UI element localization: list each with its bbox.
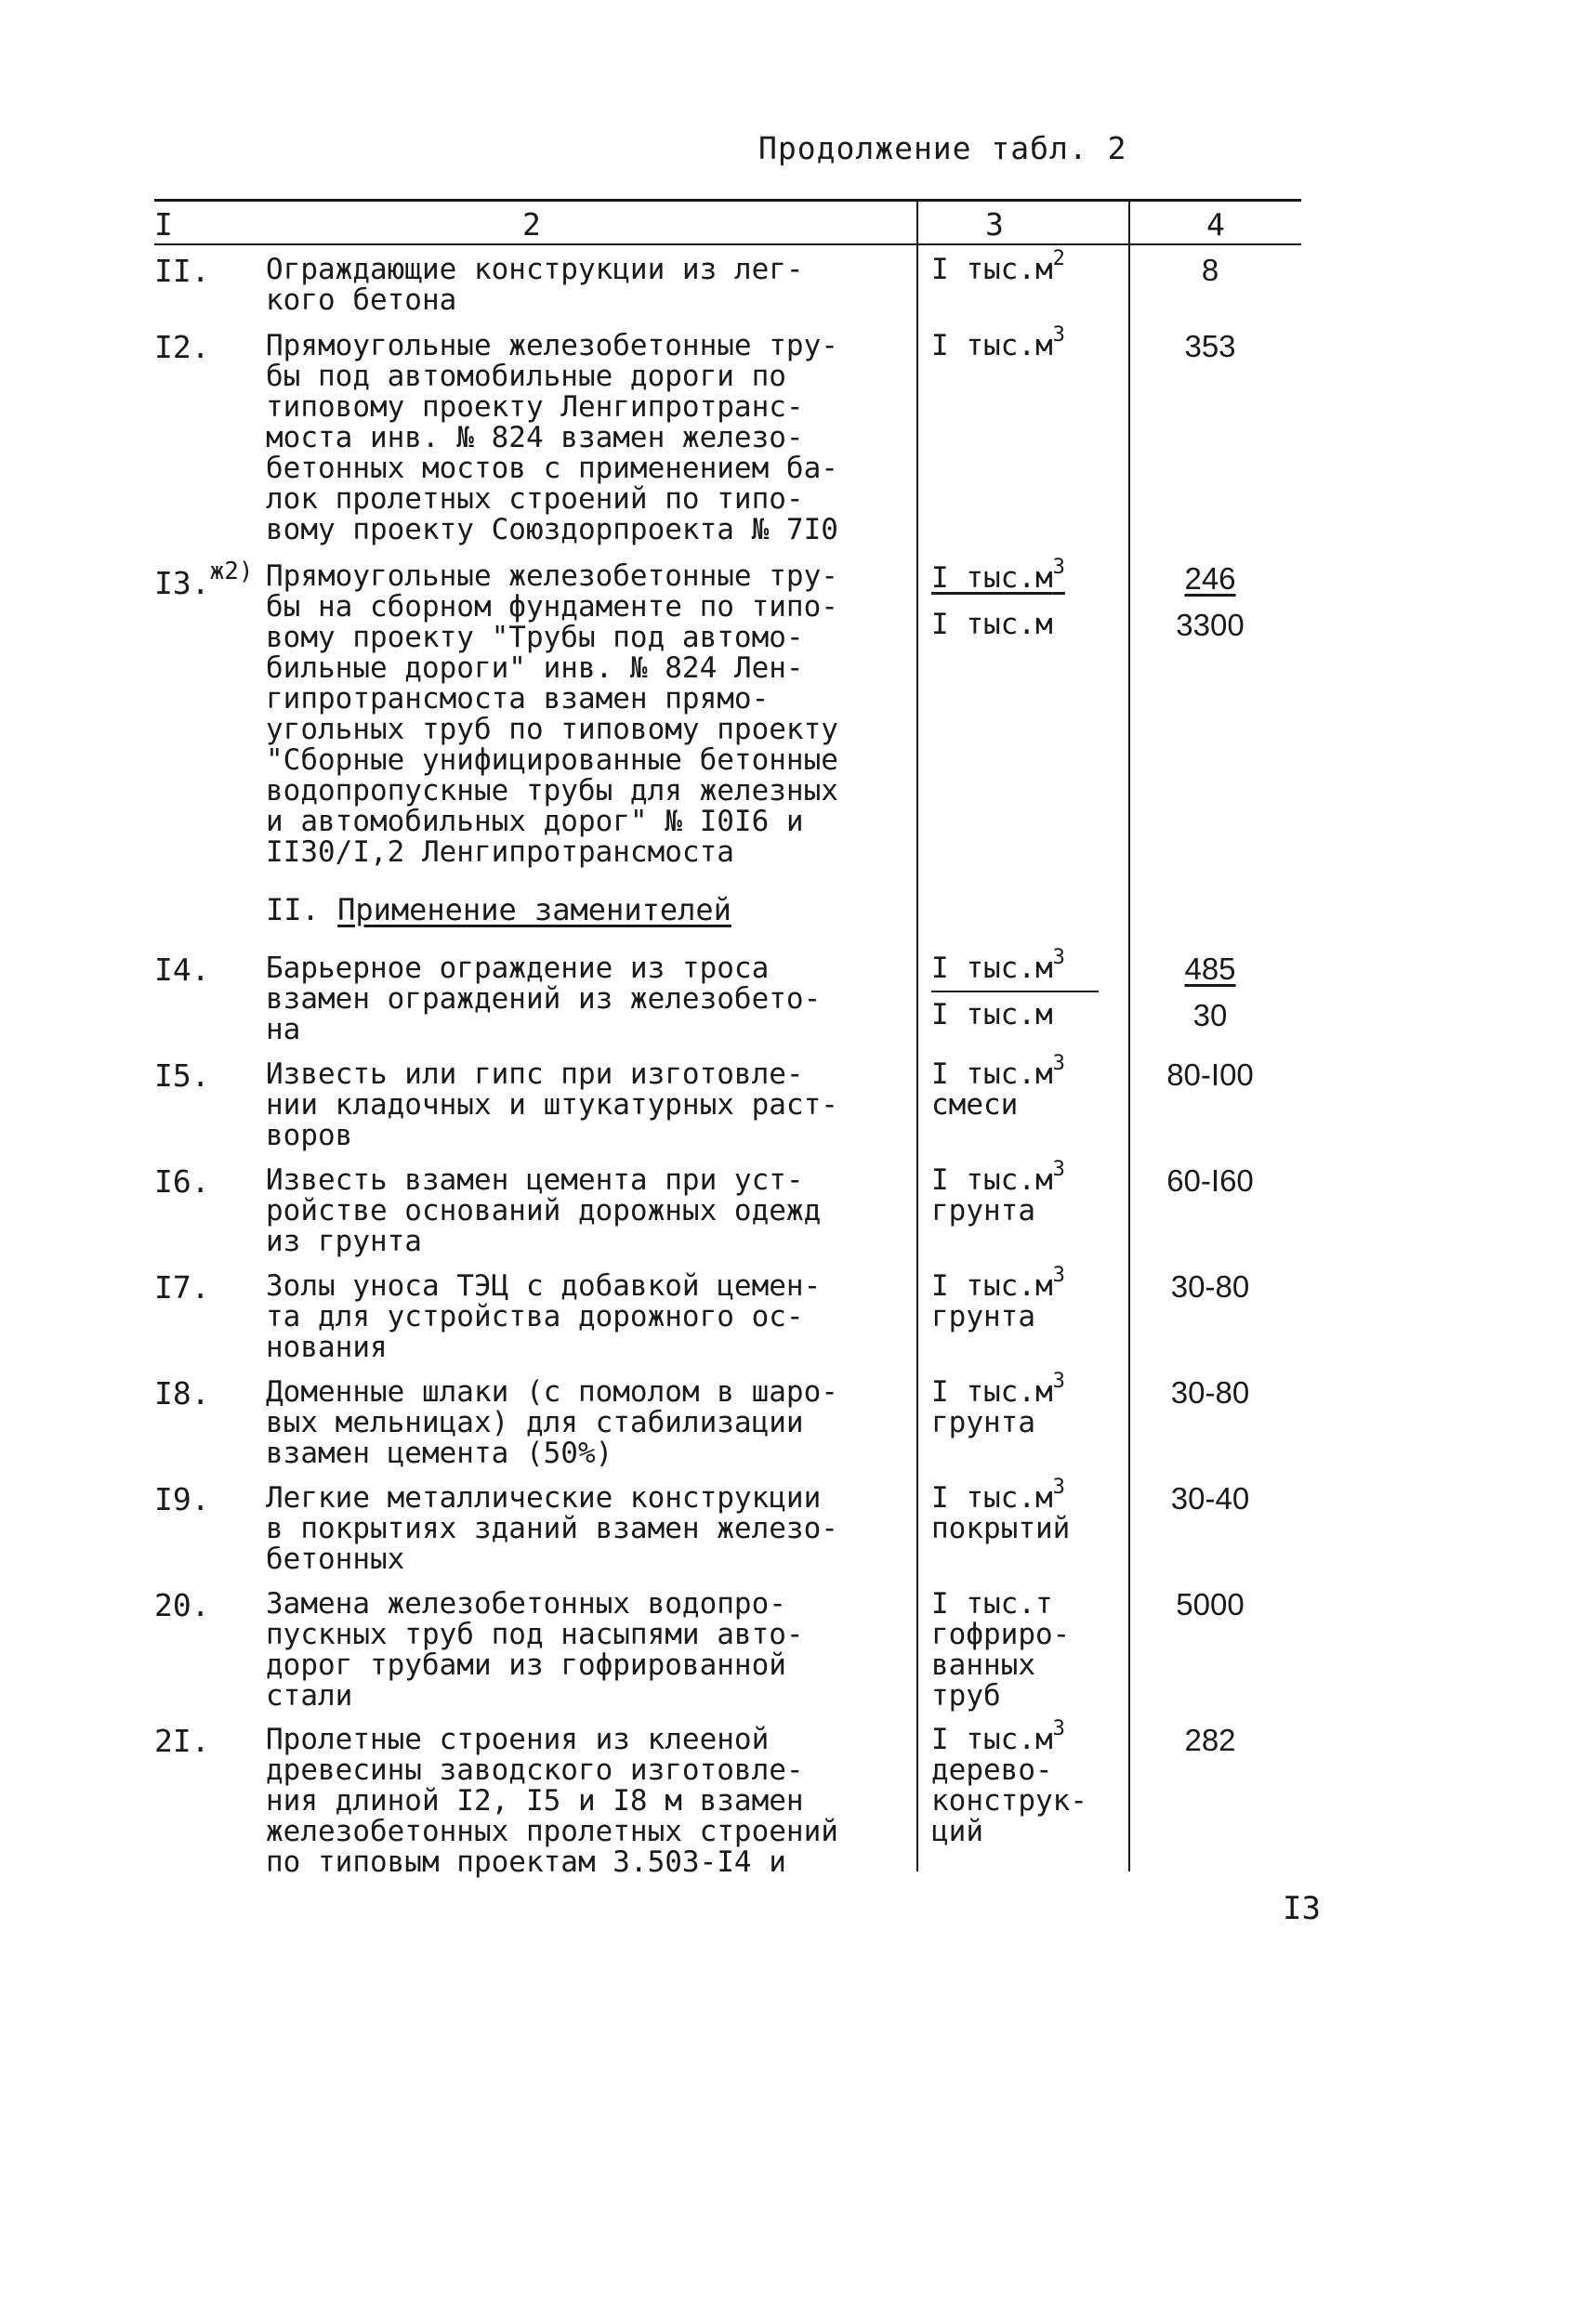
row-unit-primary: I $тыс.м^3$ <box>931 945 1065 985</box>
row-number: I9. <box>154 1481 210 1517</box>
row-number: I6. <box>154 1163 210 1200</box>
row-unit-secondary: дерево- конструк- ций <box>931 1753 1087 1848</box>
row-number: I5. <box>154 1057 210 1094</box>
row-number: I2. <box>154 329 210 365</box>
row-unit-secondary: покрытий <box>931 1512 1071 1545</box>
table-continuation-caption: Продолжение табл. 2 <box>758 130 1127 166</box>
page-number: I3 <box>1283 1890 1321 1927</box>
row-unit-secondary: грунта <box>931 1194 1035 1228</box>
row-number: 20. <box>154 1587 210 1623</box>
row-value: 30-40 <box>1170 1481 1250 1516</box>
row-number: I3.$^{ж2)}$ <box>154 558 254 601</box>
row-unit-primary: I $тыс.м^3$ <box>931 1369 1065 1409</box>
row-unit-primary: I $тыс.м^3$ <box>931 1157 1065 1197</box>
row-value: 80-I00 <box>1166 1057 1254 1092</box>
section-title: Применение заменителей <box>337 892 731 927</box>
column-header-3: 3 <box>985 206 1004 243</box>
row-unit-secondary: смеси <box>931 1088 1019 1122</box>
row-description: Пролетные строения из клееной древесины заводского изготовле- ния длиной I2, I5 и I8 м взамен железобетонных пролетных строений по типовым проектам 3.503-I4 и <box>266 1723 838 1879</box>
row-description: Известь взамен цемента при уст- ройстве оснований дорожных одежд из грунта <box>266 1163 822 1258</box>
column-header-1: I <box>154 206 173 243</box>
row-value-secondary: 30 <box>1192 998 1228 1032</box>
row-unit-secondary: I тыс.м <box>931 998 1053 1031</box>
row-unit-primary: I $тыс.м^3$ <box>931 1475 1065 1515</box>
row-value-primary: 246 <box>1184 561 1236 596</box>
row-description: Прямоугольные железобетонные тру- бы под автомобильные дороги по типовому проекту Ленгипротранс- моста инв. № 824 взамен железо- бетонных мостов с применением ба- лок пролетных строений по типо- вому проекту Союздорпроекта № 7I0 <box>266 329 838 546</box>
row-description: Прямоугольные железобетонные тру- бы на сборном фундаменте по типо- вому проекту "Трубы под автомо- бильные дороги" инв. № 824 Лен- гипротрансмоста взамен прямо- угольных труб по типовому проекту "Сборные унифицированные бетонные водопропускные трубы для железных и автомобильных дорог" № I0I6 и II30/I,2 Ленгипротрансмоста <box>266 559 838 869</box>
row-unit-primary: I тыс.т <box>931 1587 1053 1621</box>
row-unit-secondary: грунта <box>931 1406 1035 1439</box>
row-number: I7. <box>154 1269 210 1306</box>
column-divider-2-3 <box>916 199 918 1871</box>
row-number: I4. <box>154 952 210 988</box>
row-value: 8 <box>1201 253 1219 287</box>
row-description: Легкие металлические конструкции в покрытиях зданий взамен железо- бетонных <box>266 1481 838 1576</box>
row-value-secondary: 3300 <box>1176 608 1245 642</box>
row-value: 282 <box>1184 1723 1236 1757</box>
row-description: Золы уноса ТЭЦ с добавкой цемен- та для устройства дорожного ос- нования <box>266 1269 822 1364</box>
row-description: Замена железобетонных водопро- пускных труб под насыпями авто- дорог трубами из гофрированной стали <box>266 1587 804 1713</box>
row-number: I8. <box>154 1375 210 1411</box>
row-value: 353 <box>1184 329 1236 363</box>
row-unit-primary: I $тыс.м^3$ <box>931 1051 1065 1091</box>
row-description: Известь или гипс при изготовле- нии кладочных и штукатурных раст- воров <box>266 1057 838 1152</box>
row-unit: I $тыс.м^3$ <box>931 322 1065 362</box>
row-description: Барьерное ограждение из троса взамен ограждений из железобето- на <box>266 952 822 1046</box>
row-description: Ограждающие конструкции из лег- кого бетона <box>266 253 804 317</box>
column-header-2: 2 <box>522 206 541 243</box>
row-value-primary: 485 <box>1184 952 1236 986</box>
row-number: 2I. <box>154 1723 210 1759</box>
section-heading <box>266 892 731 927</box>
row-unit-primary: I $тыс.м^3$ <box>931 1716 1065 1756</box>
row-description: Доменные шлаки (с помолом в шаро- вых мельницах) для стабилизации взамен цемента (50%) <box>266 1375 838 1470</box>
row-value: 30-80 <box>1170 1269 1250 1304</box>
section-roman-numeral: II. <box>266 892 320 927</box>
row-value: 60-I60 <box>1166 1163 1254 1198</box>
row-unit-primary: I $тыс.м^3$ <box>931 1263 1065 1303</box>
row-value: 30-80 <box>1170 1375 1250 1410</box>
column-header-4: 4 <box>1206 206 1225 243</box>
row-unit-secondary: I тыс.м <box>931 608 1053 641</box>
fraction-line <box>931 991 1099 992</box>
row-unit-secondary: гофриро- ванных труб <box>931 1618 1071 1713</box>
row-number: II. <box>154 253 210 289</box>
row-unit-primary: I $тыс.м^3$ <box>931 555 1065 595</box>
row-unit: I $тыс.м^2$ <box>931 246 1065 286</box>
row-value: 5000 <box>1176 1587 1245 1622</box>
row-unit-secondary: грунта <box>931 1300 1035 1333</box>
